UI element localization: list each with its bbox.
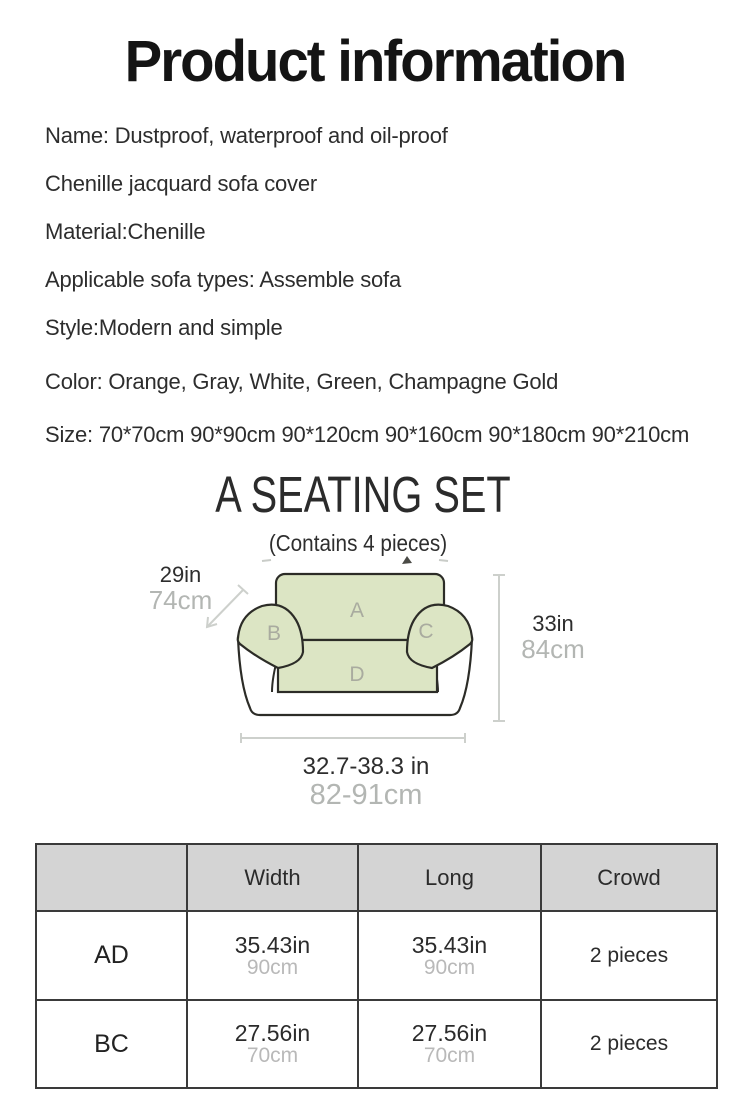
page-title: Product information bbox=[124, 29, 626, 94]
spec-style: Style:Modern and simple bbox=[45, 315, 283, 340]
spec-name: Name: Dustproof, waterproof and oil-proof bbox=[45, 123, 448, 148]
bc-crowd-cell: 2 pieces bbox=[541, 1000, 717, 1088]
width-label-cm: 82-91cm bbox=[309, 779, 423, 811]
ad-long-inches: 35.43in bbox=[411, 931, 488, 958]
seating-set-heading: A SEATING SET bbox=[215, 466, 511, 523]
header-width: Width bbox=[187, 844, 358, 911]
spec-size: Size: 70*70cm 90*90cm 90*120cm 90*160cm 90*180cm 90*210cm bbox=[45, 422, 690, 447]
row-label-ad: AD bbox=[36, 911, 187, 1000]
header-long: Long bbox=[358, 844, 541, 911]
label-piece-a: A bbox=[349, 599, 365, 622]
bc-width-inches: 27.56in bbox=[234, 1020, 311, 1046]
sofa-diagram bbox=[230, 560, 480, 725]
header-crowd: Crowd bbox=[541, 844, 717, 911]
spec-sofa-types: Applicable sofa types: Assemble sofa bbox=[45, 267, 402, 292]
label-piece-c: C bbox=[418, 620, 434, 643]
bc-long-inches: 27.56in bbox=[411, 1020, 488, 1046]
height-dimension-line bbox=[490, 571, 508, 725]
width-dimension-line bbox=[238, 731, 468, 745]
bc-long-cell bbox=[358, 1000, 541, 1088]
ad-width-cell bbox=[187, 911, 358, 1000]
bc-long-cm: 70cm bbox=[423, 1044, 476, 1067]
label-piece-b: B bbox=[266, 622, 282, 645]
depth-label-cm: 74cm bbox=[148, 585, 213, 615]
spec-name-2: Chenille jacquard sofa cover bbox=[45, 171, 317, 196]
ad-crowd-cell: 2 pieces bbox=[541, 911, 717, 1000]
bc-width-cell bbox=[187, 1000, 358, 1088]
table-row-bc bbox=[36, 1000, 717, 1088]
seating-set-subheading: (Contains 4 pieces) bbox=[268, 530, 448, 556]
label-piece-d: D bbox=[349, 663, 365, 686]
spec-material: Material:Chenille bbox=[45, 219, 206, 244]
table-row-ad bbox=[36, 911, 717, 1000]
height-label-inches: 33in bbox=[532, 611, 574, 636]
ad-width-cm: 90cm bbox=[246, 955, 299, 979]
bc-width-cm: 70cm bbox=[246, 1044, 299, 1067]
ad-long-cm: 90cm bbox=[423, 955, 476, 979]
width-label-inches: 32.7-38.3 in bbox=[302, 753, 430, 780]
spec-color: Color: Orange, Gray, White, Green, Champagne Gold bbox=[45, 369, 559, 394]
height-label-cm: 84cm bbox=[521, 634, 585, 664]
ad-width-inches: 35.43in bbox=[234, 931, 311, 958]
row-label-bc: BC bbox=[36, 1000, 187, 1088]
size-table bbox=[35, 843, 718, 1089]
size-table-header-row bbox=[36, 844, 717, 911]
header-empty-cell bbox=[36, 844, 187, 911]
ad-long-cell bbox=[358, 911, 541, 1000]
depth-label-inches: 29in bbox=[159, 562, 202, 587]
